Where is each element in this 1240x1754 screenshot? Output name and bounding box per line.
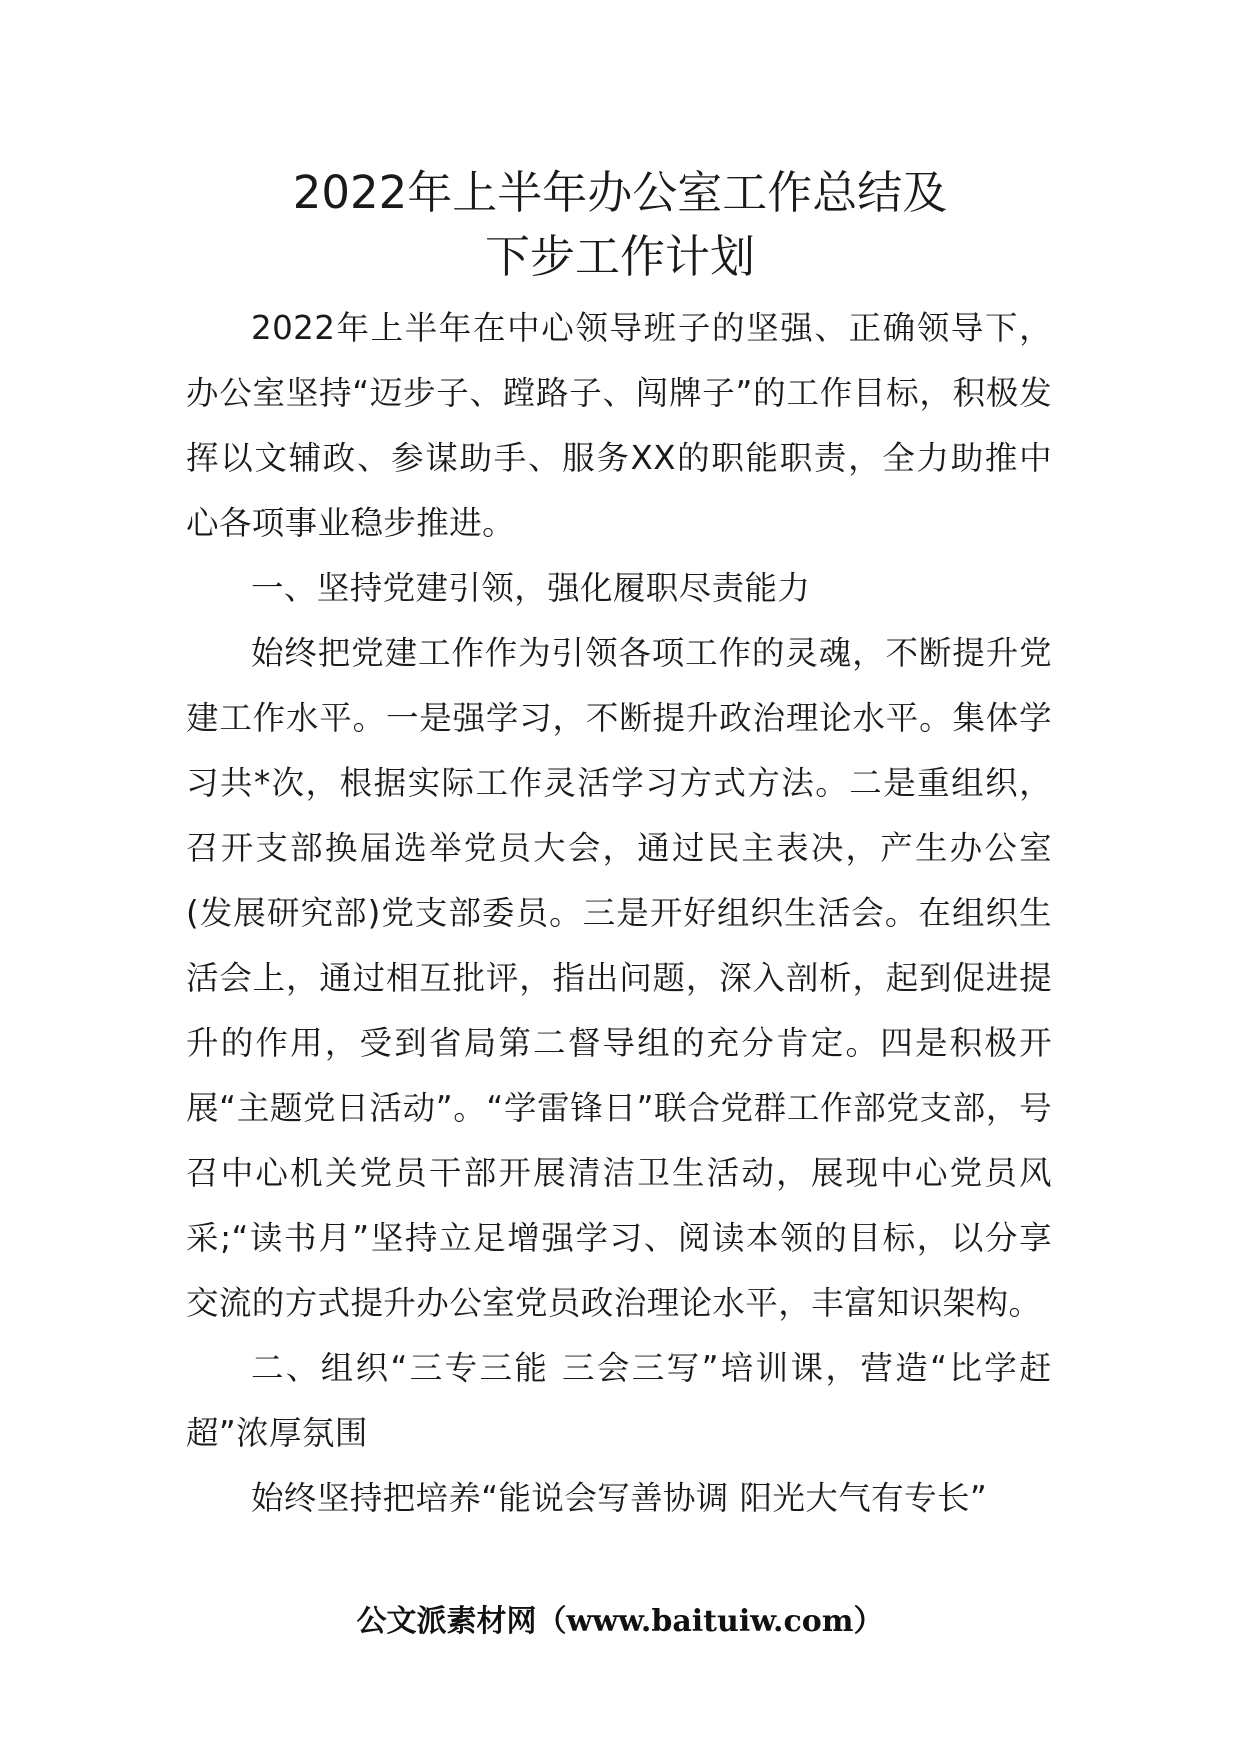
section-heading-2: 二、组织“三专三能 三会三写”培训课，营造“比学赶超”浓厚氛围 xyxy=(186,1349,1052,1452)
document-body xyxy=(186,296,1052,1531)
section-1-paragraph: 始终把党建工作作为引领各项工作的灵魂，不断提升党建工作水平。一是强学习，不断提升政治理论水平。集体学习共*次，根据实际工作灵活学习方式方法。二是重组织，召开支部换届选举党员大会，通过民主表决，产生办公室(发展研究部)党支部委员。三是开好组织生活会。在组织生活会上，通过相互批评，指出问题，深入剖析，起到促进提升的作用，受到省局第二督导组的充分肯定。四是积极开展“主题党日活动”。“学雷锋日”联合党群工作部党支部，号召中心机关党员干部开展清洁卫生活动，展现中心党员风采;“读书月”坚持立足增强学习、阅读本领的目标，以分享交流的方式提升办公室党员政治理论水平，丰富知识架构。 xyxy=(186,634,1052,1322)
document-title-line-1: 2022年上半年办公室工作总结及 xyxy=(292,166,948,219)
section-2-paragraph: 始终坚持把培养“能说会写善协调 阳光大气有专长” xyxy=(251,1479,988,1517)
intro-paragraph: 2022年上半年在中心领导班子的坚强、正确领导下，办公室坚持“迈步子、蹚路子、闯牌子”的工作目标，积极发挥以文辅政、参谋助手、服务XX的职能职责，全力助推中心各项事业稳步推进。 xyxy=(186,309,1052,542)
section-heading-1: 一、坚持党建引领，强化履职尽责能力 xyxy=(251,569,811,607)
document-title-line-2: 下步工作计划 xyxy=(484,230,755,283)
footer-watermark: 公文派素材网（www.baituiw.com） xyxy=(356,1604,884,1639)
